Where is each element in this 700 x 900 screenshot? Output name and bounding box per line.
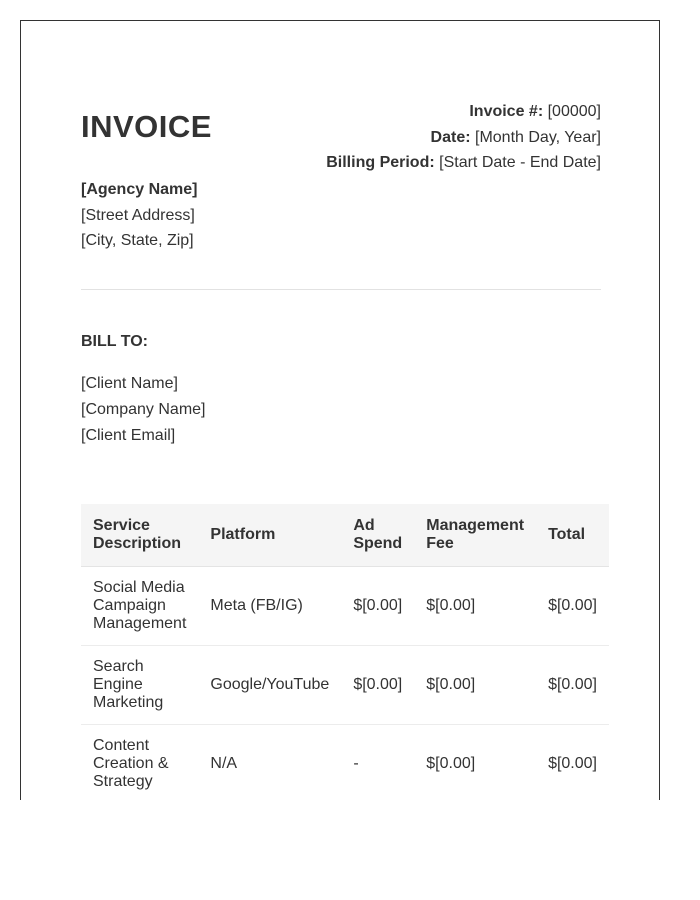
table-header <box>81 504 609 567</box>
cell-service-description: Search Engine Marketing <box>81 646 198 725</box>
invoice-date-line <box>326 125 601 151</box>
cell-service-description: Content Creation & Strategy <box>81 725 198 801</box>
cell-management-fee: $[0.00] <box>414 567 536 646</box>
section-divider <box>81 289 601 290</box>
billing-period-value: [Start Date - End Date] <box>439 154 601 171</box>
cell-total: $[0.00] <box>536 567 609 646</box>
client-name: [Client Name] <box>81 375 178 392</box>
invoice-date-label: Date: <box>430 128 471 146</box>
table-row <box>81 725 609 801</box>
line-items-table <box>81 504 609 800</box>
cell-management-fee: $[0.00] <box>414 646 536 725</box>
bill-to-block <box>81 371 206 449</box>
billing-period-label: Billing Period: <box>326 154 435 171</box>
invoice-meta <box>326 99 601 176</box>
client-email: [Client Email] <box>81 427 176 444</box>
cell-service-description: Social Media Campaign Management <box>81 567 198 646</box>
billing-period-line <box>326 150 601 176</box>
agency-name: [Agency Name] <box>81 181 198 198</box>
column-header-platform: Platform <box>198 504 341 567</box>
column-header-total: Total <box>536 504 609 567</box>
cell-ad-spend: $[0.00] <box>341 646 414 725</box>
company-name: [Company Name] <box>81 401 206 418</box>
column-header-ad-spend: Ad Spend <box>341 504 414 567</box>
table-row <box>81 646 609 725</box>
invoice-number-label: Invoice #: <box>469 103 544 120</box>
cell-ad-spend: - <box>341 725 414 801</box>
cell-total: $[0.00] <box>536 646 609 725</box>
invoice-page <box>20 20 660 800</box>
column-header-service-description: Service Description <box>81 504 198 567</box>
column-header-management-fee: Management Fee <box>414 504 536 567</box>
invoice-date-value: [Month Day, Year] <box>475 128 601 146</box>
table-body <box>81 567 609 801</box>
agency-block <box>81 177 197 254</box>
table-row <box>81 567 609 646</box>
agency-city: [City, State, Zip] <box>81 232 194 249</box>
cell-management-fee: $[0.00] <box>414 725 536 801</box>
table-header-row <box>81 504 609 567</box>
bill-to-heading: BILL TO: <box>81 333 148 350</box>
cell-ad-spend: $[0.00] <box>341 567 414 646</box>
cell-platform: N/A <box>198 725 341 801</box>
agency-street: [Street Address] <box>81 206 195 224</box>
cell-platform: Google/YouTube <box>198 646 341 725</box>
cell-total: $[0.00] <box>536 725 609 801</box>
invoice-number-value: [00000] <box>547 103 601 120</box>
invoice-number-line <box>326 99 601 125</box>
cell-platform: Meta (FB/IG) <box>198 567 341 646</box>
invoice-title: INVOICE <box>81 109 212 144</box>
